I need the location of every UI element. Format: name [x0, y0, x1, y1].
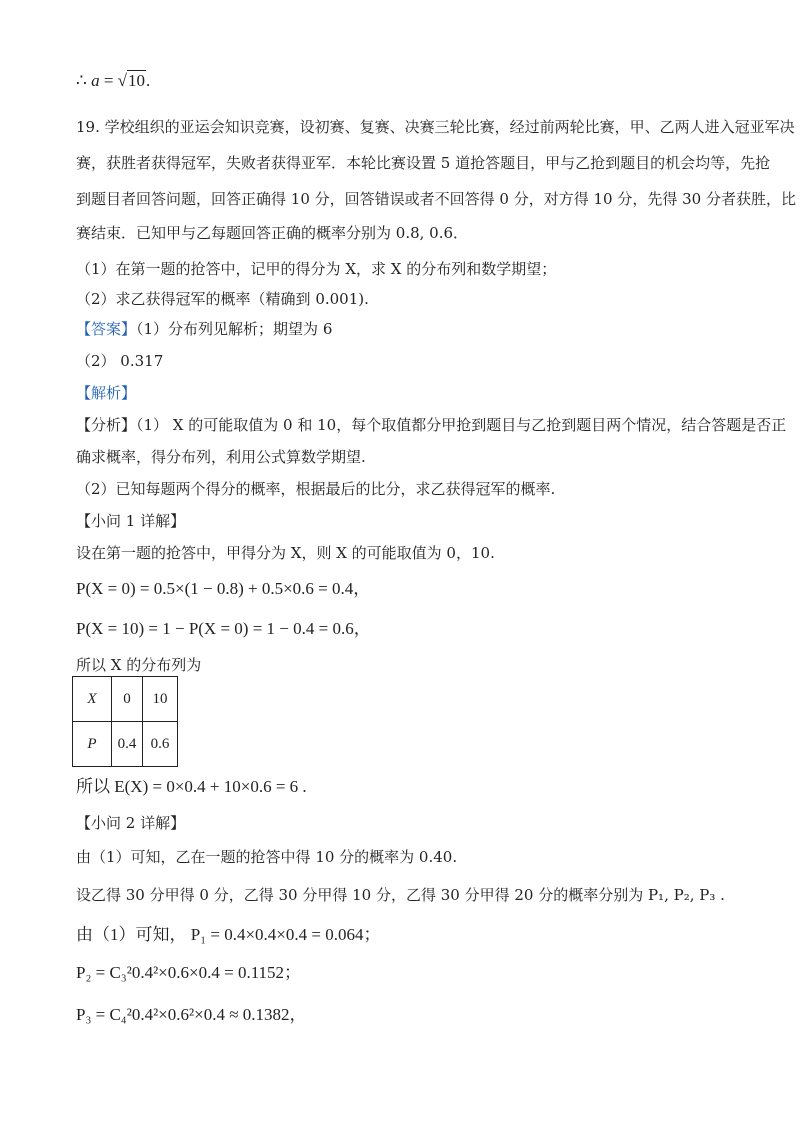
- question-line-3: 到题目者回答问题，回答正确得 10 分，回答错误或者不回答得 0 分，对方得 10 分，先得 30 分者获胜，比: [76, 190, 796, 208]
- therefore-line: [76, 70, 150, 92]
- detail-1-line-1: 设在第一题的抢答中，甲得分为 X，则 X 的可能取值为 0，10.: [76, 544, 495, 562]
- detail-2-line-5: P₃ = C₄²0.4²×0.6²×0.4 ≈ 0.1382，: [76, 1005, 307, 1024]
- question-line-4: 赛结束．已知甲与乙每题回答正确的概率分别为 0.8, 0.6．: [76, 224, 469, 242]
- detail-2-line-2: 设乙得 30 分甲得 0 分，乙得 30 分甲得 10 分，乙得 30 分甲得 20 分的概率分别为 P₁, P₂, P₃ .: [76, 886, 725, 904]
- detail-1-line-2: 所以 X 的分布列为: [76, 656, 202, 674]
- analysis-line-1: 【分析】（1） X 的可能取值为 0 和 10，每个取值都分甲抢到题目与乙抢到题目两个情况，结合答题是否正: [76, 416, 787, 434]
- table-cell: 0.4: [112, 722, 143, 767]
- detail-1-expectation: 所以 E(X) = 0×0.4 + 10×0.6 = 6 .: [76, 777, 307, 796]
- distribution-table: [72, 676, 178, 767]
- analysis-line-2: 确求概率，得分布列，利用公式算数学期望.: [76, 448, 366, 466]
- detail-2-tag: 【小问 2 详解】: [76, 814, 186, 832]
- analysis-tag: 【解析】: [76, 384, 137, 402]
- answer-part-1: （1）分布列见解析；期望为 6: [136, 320, 333, 338]
- table-cell: X: [73, 677, 112, 722]
- table-cell: P: [73, 722, 112, 767]
- therefore-symbol: ∴: [76, 71, 87, 90]
- detail-1-equation-2: P(X = 10) = 1 − P(X = 0) = 1 − 0.4 = 0.6，: [76, 619, 371, 638]
- detail-1-tag: 【小问 1 详解】: [76, 512, 186, 530]
- detail-2-line-4: P₂ = C₃²0.4²×0.6×0.4 = 0.1152；: [76, 963, 302, 982]
- line-end: .: [146, 71, 151, 90]
- table-cell: 10: [143, 677, 178, 722]
- question-part-2: （2）求乙获得冠军的概率（精确到 0.001).: [76, 290, 369, 308]
- question-part-1: （1）在第一题的抢答中，记甲的得分为 X，求 X 的分布列和数学期望；: [76, 260, 557, 278]
- table-cell: 0.6: [143, 722, 178, 767]
- question-line-1: 19. 学校组织的亚运会知识竞赛，设初赛、复赛、决赛三轮比赛，经过前两轮比赛，甲、乙两人进入冠亚军决: [76, 118, 795, 136]
- answer-tag: 【答案】: [76, 320, 137, 338]
- table-cell: 0: [112, 677, 143, 722]
- variable-a: a: [91, 71, 100, 90]
- detail-2-line-1: 由（1）可知，乙在一题的抢答中得 10 分的概率为 0.40.: [76, 848, 458, 866]
- sqrt-content: 10: [128, 71, 146, 90]
- answer-part-2: （2） 0.317: [76, 352, 164, 370]
- detail-2-line-3: 由（1）可知， P₁ = 0.4×0.4×0.4 = 0.064；: [76, 925, 381, 944]
- answer-line-1: [76, 318, 332, 340]
- radical-icon: √: [117, 71, 128, 90]
- sqrt-expression: [118, 70, 146, 92]
- question-line-2: 赛，获胜者获得冠军，失败者获得亚军．本轮比赛设置 5 道抢答题目，甲与乙抢到题目的机会均等，先抢: [76, 154, 771, 172]
- table-row: [73, 677, 178, 722]
- table-row: [73, 722, 178, 767]
- equals-sign: =: [103, 71, 114, 90]
- detail-1-equation-1: P(X = 0) = 0.5×(1 − 0.8) + 0.5×0.6 = 0.4，: [76, 579, 371, 598]
- analysis-line-3: （2）已知每题两个得分的概率，根据最后的比分，求乙获得冠军的概率.: [76, 480, 556, 498]
